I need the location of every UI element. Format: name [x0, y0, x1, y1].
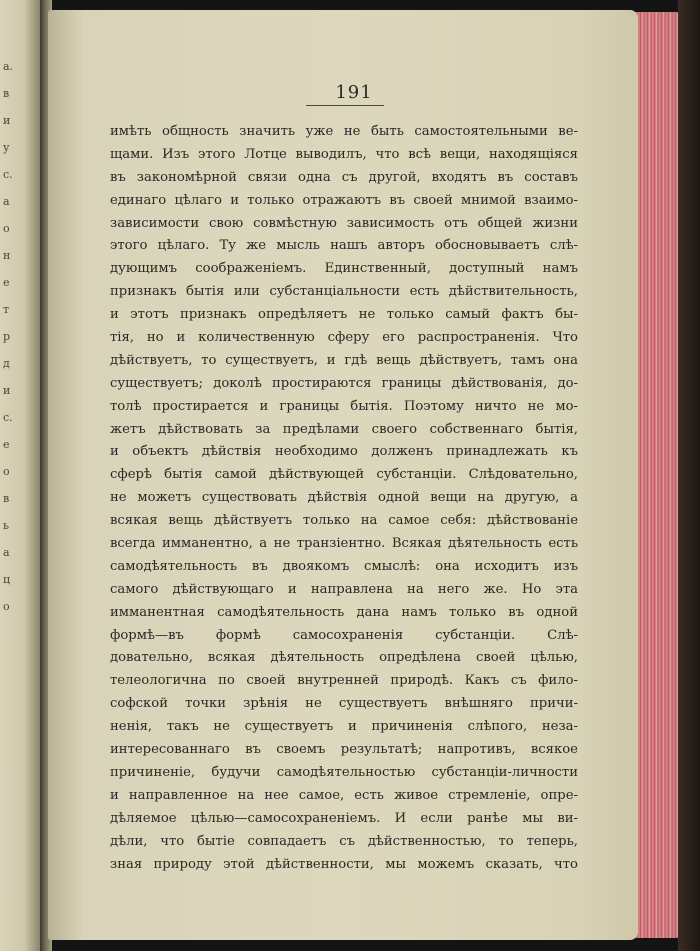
left-page-fragment: р [3, 330, 11, 343]
left-page-fragment: с. [3, 168, 13, 181]
left-page-fragment: д [3, 357, 10, 370]
text-line: интересованнаго въ своемъ результатѣ; напротивъ, всякое [110, 742, 578, 758]
left-page-fragment: о [3, 465, 10, 478]
left-page-fragment: с. [3, 411, 13, 424]
left-page-fragment: ь [3, 519, 9, 532]
left-page-fragment: е [3, 276, 10, 289]
text-line: и направленное на нее самое, есть живое стремленіе, опре- [110, 787, 578, 803]
left-page-fragment: ц [3, 573, 11, 586]
left-page-fragment: у [3, 141, 10, 154]
text-line: дѣли, что бытіе совпадаетъ съ дѣйственностью, то теперь, [110, 833, 578, 849]
text-line: формѣ—въ формѣ самосохраненія субстанціи. Слѣ- [110, 627, 578, 643]
text-line: въ закономѣрной связи одна съ другой, входятъ въ составъ [110, 169, 578, 185]
text-line: ненія, такъ не существуетъ и причиненія слѣпого, неза- [110, 719, 578, 735]
text-line: этого цѣлаго. Ту же мысль нашъ авторъ обосновываетъ слѣ- [110, 238, 578, 254]
left-page-fragment: в [3, 87, 10, 100]
left-page-fragment: а [3, 195, 10, 208]
text-line: жетъ дѣйствовать за предѣлами своего собственнаго бытія, [110, 421, 578, 437]
text-line: щами. Изъ этого Лотце выводилъ, что всѣ вещи, находящіяся [110, 146, 578, 162]
text-line: самого дѣйствующаго и направлена на него же. Но эта [110, 581, 578, 597]
page-number-rule [306, 105, 384, 106]
left-page-fragment: а [3, 546, 10, 559]
text-line: не можетъ существовать дѣйствія одной вещи на другую, а [110, 490, 578, 506]
text-line: имманентная самодѣятельность дана намъ только въ одной [110, 604, 578, 620]
text-line: единаго цѣлаго и только отражаютъ въ своей мнимой взаимо- [110, 192, 578, 208]
left-page-fragment: е [3, 438, 10, 451]
text-line: дующимъ соображеніемъ. Единственный, доступный намъ [110, 261, 578, 277]
text-line: причиненіе, будучи самодѣятельностью субстанціи-личности [110, 764, 578, 780]
text-line: зависимости свою совмѣстную зависимость отъ общей жизни [110, 215, 578, 231]
text-line: довательно, всякая дѣятельность опредѣлена своей цѣлью, [110, 650, 578, 666]
left-page-fragment: в [3, 492, 10, 505]
left-page-fragment: и [3, 114, 11, 127]
text-line: самодѣятельность въ двоякомъ смыслѣ: она исходитъ изъ [110, 558, 578, 574]
page-text [110, 121, 578, 876]
left-page-fragment: а. [3, 60, 14, 73]
text-line: признакъ бытія или субстанціальности есть дѣйствительность, [110, 284, 578, 300]
book-page [48, 10, 638, 940]
text-line: софской точки зрѣнія не существуетъ внѣшняго причи- [110, 696, 578, 712]
left-facing-page [0, 0, 40, 951]
text-line: имѣть общность значить уже не быть самостоятельными ве- [110, 124, 578, 139]
text-line: и объектъ дѣйствія необходимо долженъ принадлежать къ [110, 444, 578, 460]
book-cover-edge [678, 0, 700, 951]
text-line: и этотъ признакъ опредѣляетъ не только самый фактъ бы- [110, 307, 578, 323]
text-line: сферѣ бытія самой дѣйствующей субстанціи. Слѣдовательно, [110, 467, 578, 483]
left-page-fragment: о [3, 222, 10, 235]
page-number: 191 [335, 82, 373, 103]
text-line: дѣляемое цѣлью—самосохраненіемъ. И если ранѣе мы ви- [110, 810, 578, 826]
text-line: дѣйствуетъ, то существуетъ, и гдѣ вещь дѣйствуетъ, тамъ она [110, 352, 578, 368]
text-line: толѣ простирается и границы бытія. Поэтому ничто не мо- [110, 398, 578, 414]
left-page-fragment: н [3, 249, 11, 262]
text-line: телеологична по своей внутренней природѣ. Какъ съ фило- [110, 673, 578, 689]
left-page-fragment: и [3, 384, 11, 397]
left-page-fragment: о [3, 600, 10, 613]
text-line: всякая вещь дѣйствуетъ только на самое себя: дѣйствованіе [110, 513, 578, 529]
text-line: зная природу этой дѣйственности, мы можемъ сказать, что [110, 856, 578, 872]
text-line: существуетъ; доколѣ простираются границы дѣйствованія, до- [110, 375, 578, 391]
text-line: всегда имманентно, а не транзіентно. Всякая дѣятельность есть [110, 536, 578, 552]
text-line: тія, но и количественную сферу его распространенія. Что [110, 330, 578, 346]
left-page-fragment: т [3, 303, 10, 316]
